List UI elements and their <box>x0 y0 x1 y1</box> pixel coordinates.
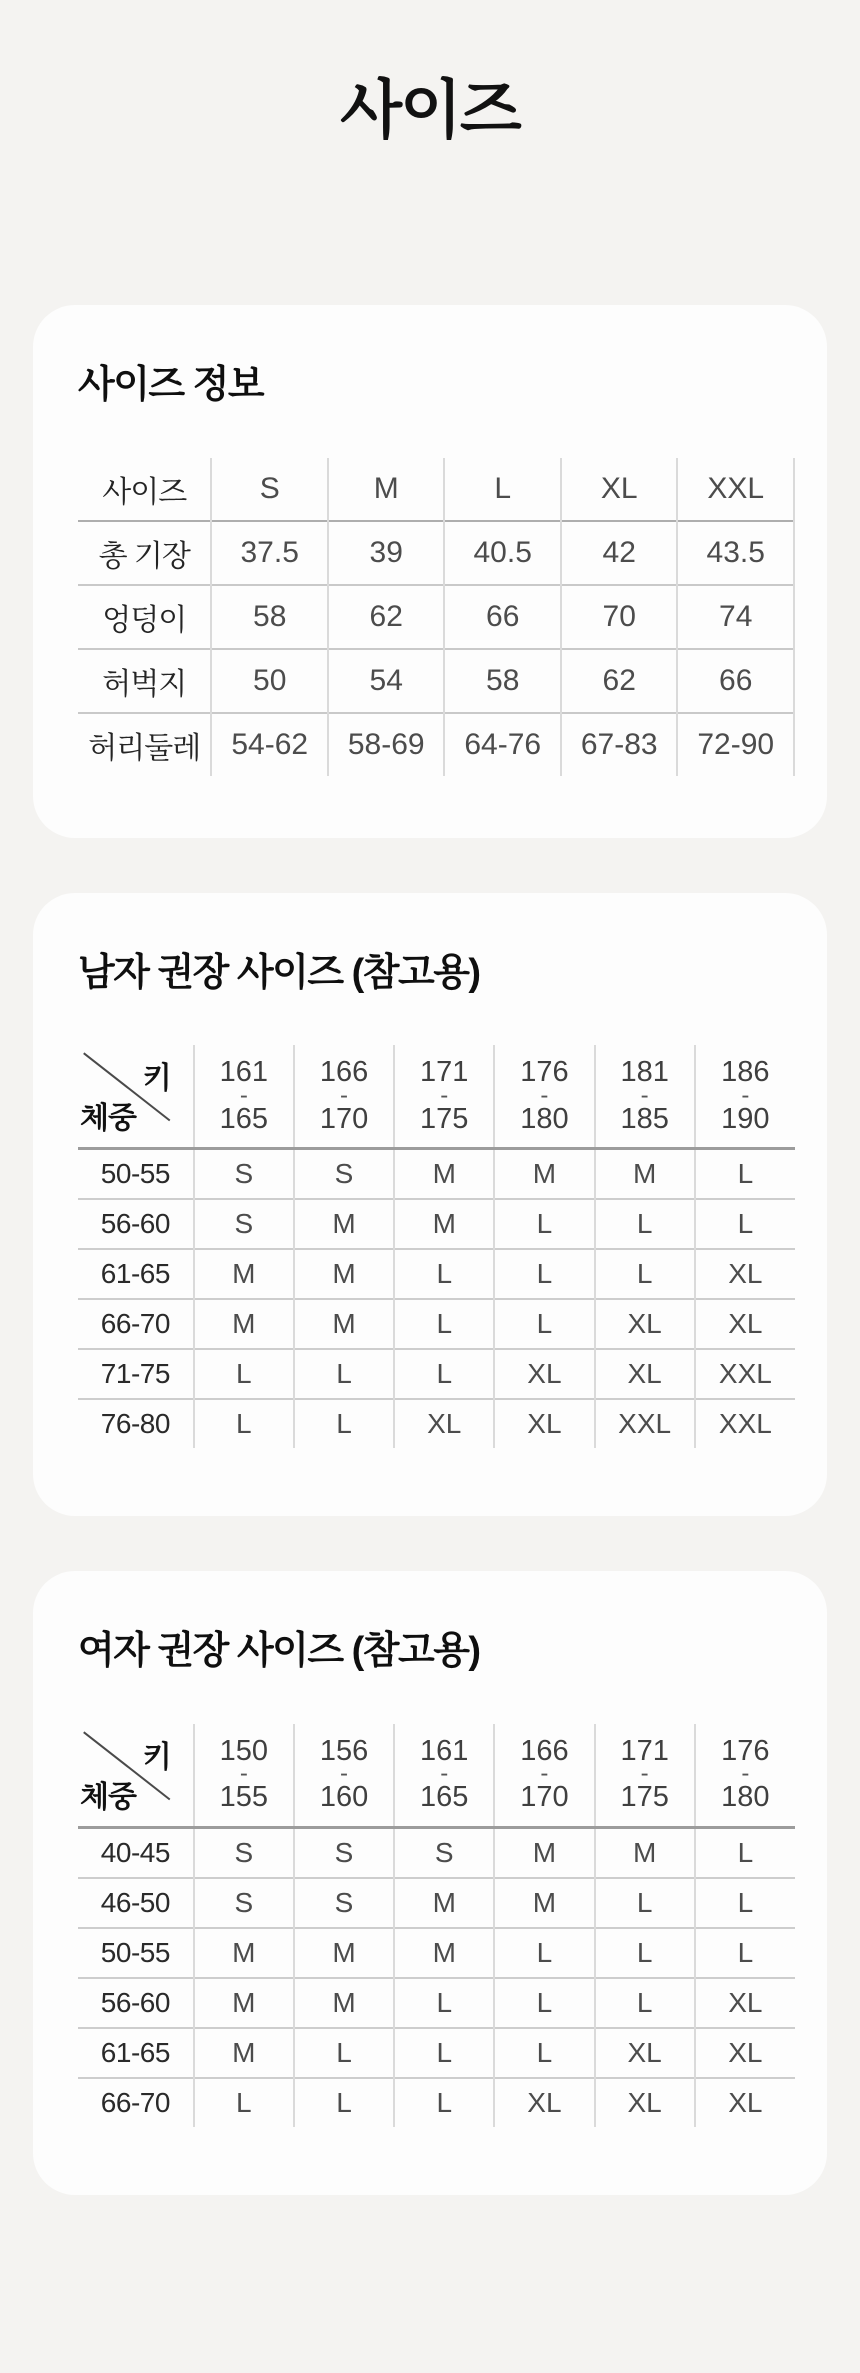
height-range-dash: - <box>340 1760 349 1788</box>
measurement-value: 39 <box>328 521 445 585</box>
women-weight-row <box>78 1827 795 1878</box>
recommended-size-value: XXL <box>718 1358 772 1390</box>
height-range <box>395 1736 493 1814</box>
height-range-to: 175 <box>620 1781 669 1814</box>
size-column-header: L <box>444 458 561 521</box>
height-range-from: 150 <box>219 1735 269 1768</box>
height-range-to: 185 <box>620 1102 669 1135</box>
recommended-size-value: M <box>394 1878 494 1928</box>
men-weight-row <box>78 1249 795 1299</box>
recommended-size-value: XXL <box>595 1399 695 1448</box>
men-size-table <box>78 1045 795 1448</box>
height-range-header <box>695 1045 795 1149</box>
recommended-size-value: M <box>494 1149 594 1200</box>
recommended-size-value: L <box>394 2028 494 2078</box>
height-range-header <box>194 1045 294 1149</box>
recommended-size-value: L <box>595 1928 695 1978</box>
page-title: 사이즈 <box>340 74 520 146</box>
recommended-size-value: L <box>494 1199 594 1249</box>
height-range-from: 166 <box>520 1735 569 1768</box>
recommended-size-value: M <box>194 1978 294 2028</box>
recommended-size-value: L <box>394 1978 494 2028</box>
recommended-size-value: L <box>737 1886 754 1918</box>
height-range-dash: - <box>239 1760 248 1788</box>
height-range <box>596 1057 694 1135</box>
recommended-size-value: XL <box>728 2086 763 2118</box>
size-info-row <box>78 585 794 649</box>
recommended-size-value: S <box>194 1149 294 1200</box>
measurement-value: 72-90 <box>677 713 794 776</box>
size-info-header-row <box>78 458 794 521</box>
height-range-header <box>595 1724 695 1828</box>
height-range <box>395 1057 493 1135</box>
measurement-value: 67-83 <box>561 713 678 776</box>
size-info-table <box>78 458 795 776</box>
women-weight-row <box>78 1878 795 1928</box>
recommended-size-value: L <box>494 1978 594 2028</box>
corner-height-label: 키 <box>142 1740 171 1774</box>
size-info-header-label: 사이즈 <box>78 458 211 521</box>
recommended-size-value: XL <box>494 1349 594 1399</box>
height-range-dash: - <box>741 1081 750 1109</box>
height-range-from: 161 <box>219 1056 269 1089</box>
recommended-size-value: M <box>494 1878 594 1928</box>
men-size-heading: 남자 권장 사이즈 (참고용) <box>78 951 480 994</box>
recommended-size-value: L <box>194 1399 294 1448</box>
height-range-header <box>595 1045 695 1149</box>
recommended-size-value: L <box>394 1249 494 1299</box>
recommended-size-value: L <box>494 2028 594 2078</box>
measurement-value: 40.5 <box>444 521 561 585</box>
height-range <box>696 1736 795 1814</box>
size-column-header: M <box>328 458 445 521</box>
measurement-value: 70 <box>561 585 678 649</box>
height-range-to: 180 <box>520 1102 569 1135</box>
women-size-table <box>78 1724 795 2127</box>
height-weight-corner-cell <box>78 1045 194 1149</box>
men-weight-row <box>78 1299 795 1349</box>
measurement-value: 42 <box>561 521 678 585</box>
recommended-size-value: XL <box>728 1986 763 2018</box>
height-range-to: 170 <box>319 1102 369 1135</box>
height-range-from: 181 <box>620 1056 669 1089</box>
height-range-from: 176 <box>721 1735 770 1768</box>
recommended-size-value: XL <box>595 2028 695 2078</box>
weight-range-label: 56-60 <box>78 1978 194 2028</box>
size-info-heading: 사이즈 정보 <box>78 364 264 406</box>
height-range-dash: - <box>741 1760 750 1788</box>
corner-height-label: 키 <box>142 1062 171 1096</box>
recommended-size-value: L <box>494 1928 594 1978</box>
height-range <box>495 1736 593 1814</box>
size-info-row <box>78 649 794 713</box>
recommended-size-value: XL <box>728 1308 763 1340</box>
size-info-row <box>78 521 794 585</box>
height-range-to: 170 <box>520 1781 569 1814</box>
height-range-header <box>394 1724 494 1828</box>
height-range-to: 190 <box>721 1102 770 1135</box>
height-range-to: 165 <box>219 1102 269 1135</box>
recommended-size-value: L <box>595 1978 695 2028</box>
height-range-header <box>194 1724 294 1828</box>
size-column-header: XXL <box>677 458 794 521</box>
recommended-size-value: XL <box>595 1299 695 1349</box>
recommended-size-value: L <box>737 1158 754 1190</box>
height-range-to: 175 <box>420 1102 469 1135</box>
height-range-to: 155 <box>219 1781 269 1814</box>
height-weight-corner-cell <box>78 1724 194 1828</box>
measurement-label: 총 기장 <box>78 521 211 585</box>
recommended-size-value: L <box>194 2078 294 2127</box>
measurement-value: 54-62 <box>211 713 328 776</box>
height-range <box>696 1057 795 1135</box>
recommended-size-value: M <box>294 1249 394 1299</box>
recommended-size-value: M <box>494 1827 594 1878</box>
recommended-size-value: M <box>294 1978 394 2028</box>
height-range-from: 171 <box>620 1735 669 1768</box>
recommended-size-value: S <box>294 1827 394 1878</box>
height-range <box>195 1057 293 1135</box>
recommended-size-value: L <box>394 2078 494 2127</box>
height-range-header <box>394 1045 494 1149</box>
women-weight-row <box>78 1928 795 1978</box>
weight-range-label: 76-80 <box>78 1399 194 1448</box>
height-range-dash: - <box>640 1760 649 1788</box>
measurement-value: 37.5 <box>211 521 328 585</box>
weight-range-label: 46-50 <box>78 1878 194 1928</box>
height-range-from: 161 <box>420 1735 469 1768</box>
men-weight-row <box>78 1349 795 1399</box>
height-range-dash: - <box>340 1081 349 1109</box>
recommended-size-value: L <box>294 2028 394 2078</box>
recommended-size-value: M <box>294 1299 394 1349</box>
weight-range-label: 71-75 <box>78 1349 194 1399</box>
women-weight-row <box>78 1978 795 2028</box>
recommended-size-value: XL <box>494 1399 594 1448</box>
recommended-size-value: L <box>394 1299 494 1349</box>
recommended-size-value: L <box>737 1936 754 1968</box>
height-range-to: 165 <box>420 1781 469 1814</box>
measurement-value: 62 <box>328 585 445 649</box>
height-range-header <box>494 1045 594 1149</box>
recommended-size-value: S <box>294 1878 394 1928</box>
height-range-to: 160 <box>319 1781 369 1814</box>
recommended-size-value: XXL <box>718 1408 772 1440</box>
weight-range-label: 66-70 <box>78 1299 194 1349</box>
recommended-size-value: XL <box>494 2078 594 2127</box>
height-range-header <box>294 1724 394 1828</box>
height-range-dash: - <box>440 1081 449 1109</box>
recommended-size-value: M <box>394 1199 494 1249</box>
weight-range-label: 61-65 <box>78 2028 194 2078</box>
measurement-value: 66 <box>444 585 561 649</box>
women-size-heading: 여자 권장 사이즈 (참고용) <box>78 1630 480 1673</box>
recommended-size-value: M <box>194 1249 294 1299</box>
recommended-size-value: L <box>294 1399 394 1448</box>
height-range-header <box>294 1045 394 1149</box>
measurement-value: 74 <box>677 585 794 649</box>
measurement-value: 58-69 <box>328 713 445 776</box>
men-weight-row <box>78 1149 795 1200</box>
measurement-value: 66 <box>677 649 794 713</box>
recommended-size-value: M <box>394 1149 494 1200</box>
recommended-size-value: L <box>294 2078 394 2127</box>
recommended-size-value: S <box>194 1199 294 1249</box>
measurement-value: 54 <box>328 649 445 713</box>
weight-range-label: 50-55 <box>78 1149 194 1200</box>
recommended-size-value: XL <box>595 2078 695 2127</box>
recommended-size-value: XL <box>728 2036 763 2068</box>
size-info-card <box>33 305 827 838</box>
recommended-size-value: L <box>394 1349 494 1399</box>
recommended-size-value: S <box>294 1149 394 1200</box>
recommended-size-value: M <box>194 2028 294 2078</box>
recommended-size-value: S <box>194 1827 294 1878</box>
height-range-from: 176 <box>520 1056 569 1089</box>
recommended-size-value: M <box>194 1299 294 1349</box>
weight-range-label: 61-65 <box>78 1249 194 1299</box>
weight-range-label: 56-60 <box>78 1199 194 1249</box>
women-size-card <box>33 1571 827 2195</box>
weight-range-label: 50-55 <box>78 1928 194 1978</box>
recommended-size-value: M <box>294 1928 394 1978</box>
height-range-from: 156 <box>319 1735 369 1768</box>
size-info-row <box>78 713 794 776</box>
recommended-size-value: XL <box>595 1349 695 1399</box>
height-range <box>295 1736 393 1814</box>
recommended-size-value: XL <box>728 1258 763 1290</box>
recommended-size-value: L <box>737 1836 754 1868</box>
height-range-from: 186 <box>721 1056 770 1089</box>
measurement-value: 43.5 <box>677 521 794 585</box>
height-range-dash: - <box>640 1081 649 1109</box>
height-range-dash: - <box>440 1760 449 1788</box>
recommended-size-value: L <box>294 1349 394 1399</box>
measurement-value: 50 <box>211 649 328 713</box>
women-weight-row <box>78 2028 795 2078</box>
women-header-row <box>78 1724 795 1828</box>
recommended-size-value: S <box>394 1827 494 1878</box>
height-range-header <box>494 1724 594 1828</box>
men-weight-row <box>78 1199 795 1249</box>
recommended-size-value: L <box>595 1249 695 1299</box>
men-header-row <box>78 1045 795 1149</box>
men-size-card <box>33 893 827 1517</box>
recommended-size-value: L <box>494 1299 594 1349</box>
recommended-size-value: M <box>595 1827 695 1878</box>
recommended-size-value: L <box>595 1878 695 1928</box>
recommended-size-value: M <box>194 1928 294 1978</box>
height-range-dash: - <box>239 1081 248 1109</box>
recommended-size-value: XL <box>394 1399 494 1448</box>
recommended-size-value: L <box>737 1208 754 1240</box>
recommended-size-value: M <box>394 1928 494 1978</box>
height-range-dash: - <box>540 1760 549 1788</box>
size-column-header: XL <box>561 458 678 521</box>
height-range-from: 166 <box>319 1056 369 1089</box>
recommended-size-value: S <box>194 1878 294 1928</box>
size-column-header: S <box>211 458 328 521</box>
height-range-dash: - <box>540 1081 549 1109</box>
corner-weight-label: 체중 <box>80 1102 136 1136</box>
height-range-header <box>695 1724 795 1828</box>
measurement-value: 58 <box>444 649 561 713</box>
height-range <box>195 1736 293 1814</box>
recommended-size-value: M <box>595 1149 695 1200</box>
measurement-value: 62 <box>561 649 678 713</box>
size-page <box>0 74 860 2373</box>
men-weight-row <box>78 1399 795 1448</box>
recommended-size-value: L <box>494 1249 594 1299</box>
measurement-label: 허벅지 <box>78 649 211 713</box>
recommended-size-value: M <box>294 1199 394 1249</box>
recommended-size-value: L <box>595 1199 695 1249</box>
height-range-to: 180 <box>721 1781 770 1814</box>
weight-range-label: 40-45 <box>78 1827 194 1878</box>
height-range <box>495 1057 593 1135</box>
recommended-size-value: L <box>194 1349 294 1399</box>
height-range <box>295 1057 393 1135</box>
height-range <box>596 1736 694 1814</box>
measurement-label: 허리둘레 <box>78 713 211 776</box>
women-weight-row <box>78 2078 795 2127</box>
measurement-label: 엉덩이 <box>78 585 211 649</box>
height-range-from: 171 <box>420 1056 469 1089</box>
weight-range-label: 66-70 <box>78 2078 194 2127</box>
corner-weight-label: 체중 <box>80 1780 136 1814</box>
measurement-value: 58 <box>211 585 328 649</box>
measurement-value: 64-76 <box>444 713 561 776</box>
